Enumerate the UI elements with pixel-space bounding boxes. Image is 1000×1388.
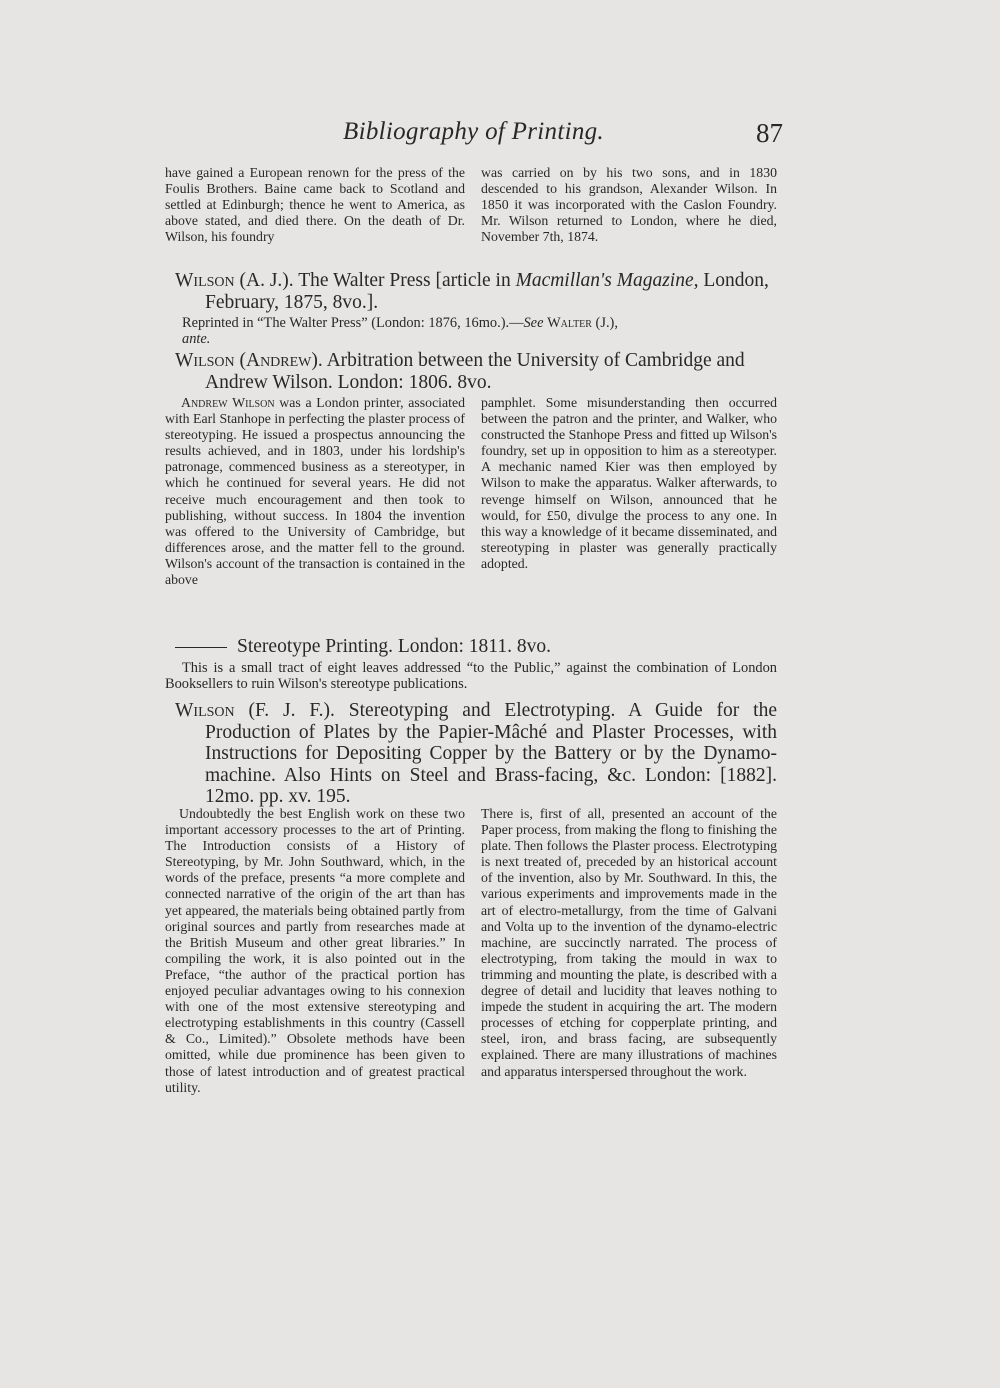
andrew-lead-name: Andrew Wilson — [181, 395, 275, 410]
note-see: See — [523, 315, 544, 331]
note-ante: ante. — [182, 331, 211, 347]
note-text: Reprinted in “The Walter Press” (London: 1876, 16mo.).— — [182, 315, 524, 331]
entry-title-part: London, February, 1875, 8vo.]. — [205, 270, 769, 313]
entry-title-italic: Macmillan's Magazine, — [515, 270, 699, 291]
andrew-right-column: pamphlet. Some misunderstanding then occurred between the patron and the printer, and Walker, who constructed the Stanhope Press and fitted up Wilson's foundry, set up in opposition to him as a stereotyper. A mechanic named Kier was then employed by Wilson to make the apparatus. Walker afterwards, to revenge himself on Wilson, announced that he would, for £50, divulge the process to any one. In this way a knowledge of it became disseminated, and stereotyping in plaster was generally practically adopted. — [481, 395, 777, 571]
fjf-right-column: There is, first of all, presented an account of the Paper process, from making the flong to finishing the plate. Then follows the Plaster process. Electrotyping is next treated of, preceded by an historical account of the invention, also by Mr. Southward. In this, the various experiments and improvements made in the art of electro-metallurgy, from the time of Galvani and Volta up to the invention of the dynamo-electric machine, are succinctly narrated. The process of electrotyping, from taking the mould in wax to trimming and mounting the plate, is described with a degree of detail and lucidity that leaves nothing to impede the student in acquiring the art. The modern processes of etching for copperplate printing, and steel, iron, and brass facing, are subsequently explained. There are many illustrations of machines and apparatus interspersed throughout the work. — [481, 806, 777, 1079]
intro-right-column: was carried on by his two sons, and in 1830 descended to his grandson, Alexander Wilson. In 1850 it was incorporated with the Caslon Foundry. Mr. Wilson returned to London, where he died, November 7th, 1874. — [481, 165, 777, 245]
intro-columns — [165, 165, 777, 245]
running-head — [0, 118, 1000, 154]
running-title: Bibliography of Printing. — [343, 118, 604, 145]
entry-title: Stereotype Printing. London: 1811. 8vo. — [237, 636, 551, 657]
andrew-left-column — [165, 395, 465, 588]
fjf-columns — [165, 806, 777, 1096]
andrew-left-text: was a London printer, associated with Earl Stanhope in perfecting the plaster process of stereotyping. He issued a prospectus announcing the results achieved, and in 1803, under his lordship's patronage, commenced business as a stereotyper, in which he continued for several years. He did not receive much encouragement and then took to publishing, without success. In 1804 the invention was offered to the University of Cambridge, but differences arose, and the matter fell to the ground. Wilson's account of the transaction is contained in the above — [165, 395, 465, 588]
entry-note-stereotype: This is a small tract of eight leaves addressed “to the Public,” against the combination of London Booksellers to ruin Wilson's stereotype publications. — [165, 660, 777, 692]
intro-left-column: have gained a European renown for the press of the Foulis Brothers. Baine came back to Scotland and settled at Edinburgh; thence he went to America, as above stated, and died there. On the death of Dr. Wilson, his foundry — [165, 165, 465, 245]
entry-title-part: The Walter Press [article in — [298, 270, 511, 291]
entry-author: Wilson (A. J.). — [175, 270, 294, 291]
entry-title: Arbitration between the University of Cambridge and Andrew Wilson. London: 1806. 8vo. — [205, 350, 745, 393]
entry-author: Wilson (Andrew). — [175, 350, 323, 371]
fjf-left-column: Undoubtedly the best English work on these two important accessory processes to the art of Printing. The Introduction consists of a History of Stereotyping, by Mr. John Southward, which, in the words of the preface, presents “a more complete and connected narrative of the origin of the art than has yet appeared, the materials being obtained partly from original sources and partly from researches made at the British Museum and other great libraries.” In compiling the work, it is also pointed out in the Preface, “the author of the practical portion has enjoyed peculiar advantages owing to his connexion with one of the most extensive stereotyping and electrotyping establishments in this country (Cassell & Co., Limited).” Obsolete methods have been omitted, while due prominence has been given to those of latest introduction and of greatest practical utility. — [165, 806, 465, 1095]
entry-heading-wilson-andrew — [175, 350, 780, 393]
entry-author: Wilson (F. J. F.). — [175, 700, 335, 721]
andrew-columns — [165, 395, 777, 588]
page-number: 87 — [756, 118, 783, 148]
ditto-rule — [175, 647, 227, 648]
entry-heading-stereotype-printing — [175, 636, 551, 658]
entry-note-wilson-aj — [182, 315, 782, 347]
entry-title: Stereotyping and Electrotyping. A Guide for the Production of Plates by the Papier-Mâché and Plaster Processes, with Instructions for Depositing Copper by the Battery or by the Dynamo-machine. Also Hints on Steel and Brass-facing, &c. London: [1882]. 12mo. pp. xv. 195. — [205, 700, 777, 808]
note-reference: Walter (J.), — [547, 315, 618, 331]
entry-heading-wilson-aj — [175, 270, 780, 313]
entry-heading-wilson-fjf — [175, 700, 777, 808]
